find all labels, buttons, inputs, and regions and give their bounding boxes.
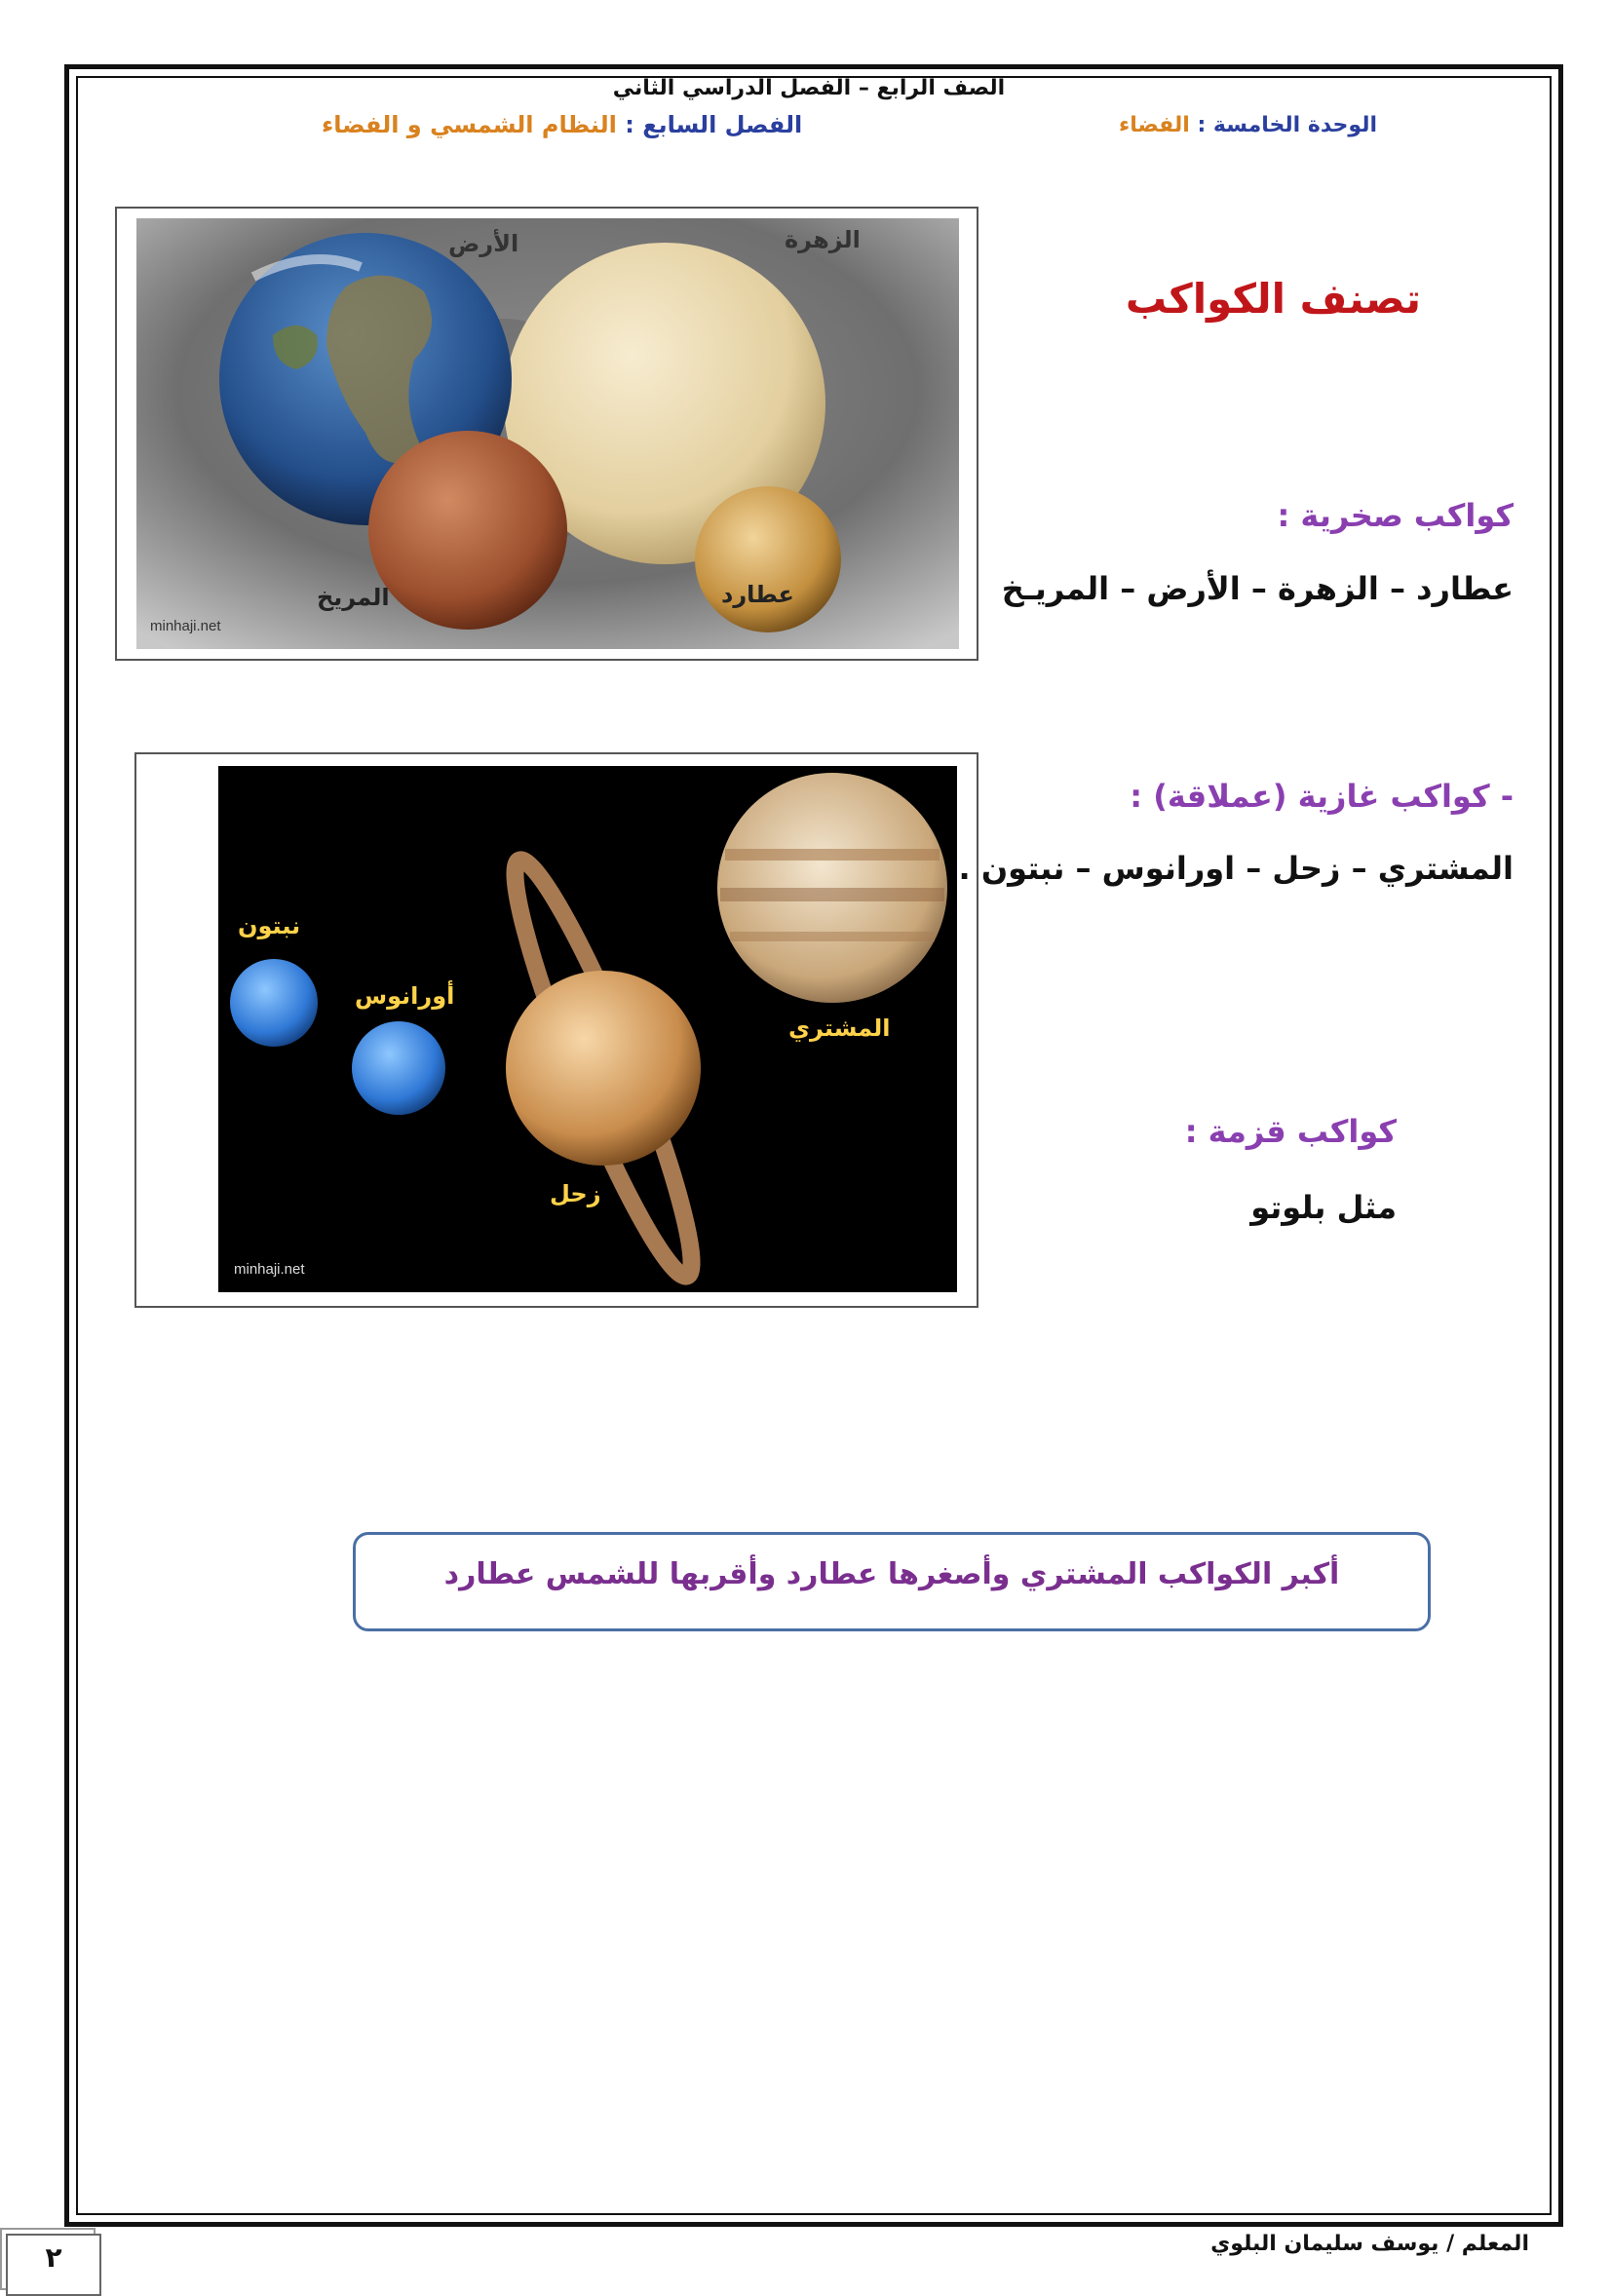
label-earth: الأرض xyxy=(448,230,519,257)
saturn-planet xyxy=(506,971,701,1166)
label-mars: المريخ xyxy=(317,584,390,611)
label-jupiter: المشتري xyxy=(788,1014,891,1042)
uranus-planet xyxy=(352,1021,445,1115)
rocky-planets-photo xyxy=(136,218,959,649)
note-text: أكبر الكواكب المشتري وأصغرها عطارد وأقربها للشمس عطارد xyxy=(443,1557,1340,1591)
image1-credit: minhaji.net xyxy=(150,618,221,634)
label-venus: الزهرة xyxy=(785,226,861,253)
chapter-name: النظام الشمسي و الفضاء xyxy=(322,111,617,138)
neptune-planet xyxy=(230,959,318,1047)
rocky-heading: كواكب صخرية : xyxy=(1277,497,1514,534)
unit-label: الوحدة الخامسة : xyxy=(1197,113,1377,137)
rocky-planets-illustration xyxy=(136,218,959,649)
grade-line: الصف الرابع – الفصل الدراسي الثاني xyxy=(612,76,1006,100)
unit-header xyxy=(1119,113,1377,137)
chapter-header xyxy=(322,111,802,138)
image2-credit: minhaji.net xyxy=(234,1261,305,1278)
label-saturn: زحل xyxy=(550,1180,601,1207)
label-uranus: أورانوس xyxy=(355,982,455,1010)
gas-planets-figure xyxy=(134,752,978,1308)
label-mercury: عطارد xyxy=(721,581,794,608)
page-number: ٢ xyxy=(45,2241,62,2274)
page-title: تصنف الكواكب xyxy=(1125,275,1421,323)
gas-text: المشتري – زحل – اورانوس – نبتون . xyxy=(958,850,1514,887)
unit-name: الفضاء xyxy=(1118,113,1190,137)
mercury-planet xyxy=(695,486,841,632)
teacher-name: المعلم / يوسف سليمان البلوي xyxy=(1210,2232,1529,2256)
rocky-text: عطارد – الزهرة – الأرض – المريـخ xyxy=(1001,570,1514,607)
dwarf-heading: كواكب قزمة : xyxy=(1184,1113,1397,1150)
gas-heading: - كواكب غازية (عملاقة) : xyxy=(1130,778,1514,815)
gas-planets-photo xyxy=(218,766,957,1292)
chapter-label: الفصل السابع : xyxy=(625,111,803,138)
label-neptune: نبتون xyxy=(238,912,301,939)
dwarf-text: مثل بلوتو xyxy=(1250,1189,1397,1226)
rocky-planets-figure xyxy=(115,207,978,661)
mars-planet xyxy=(368,431,567,630)
